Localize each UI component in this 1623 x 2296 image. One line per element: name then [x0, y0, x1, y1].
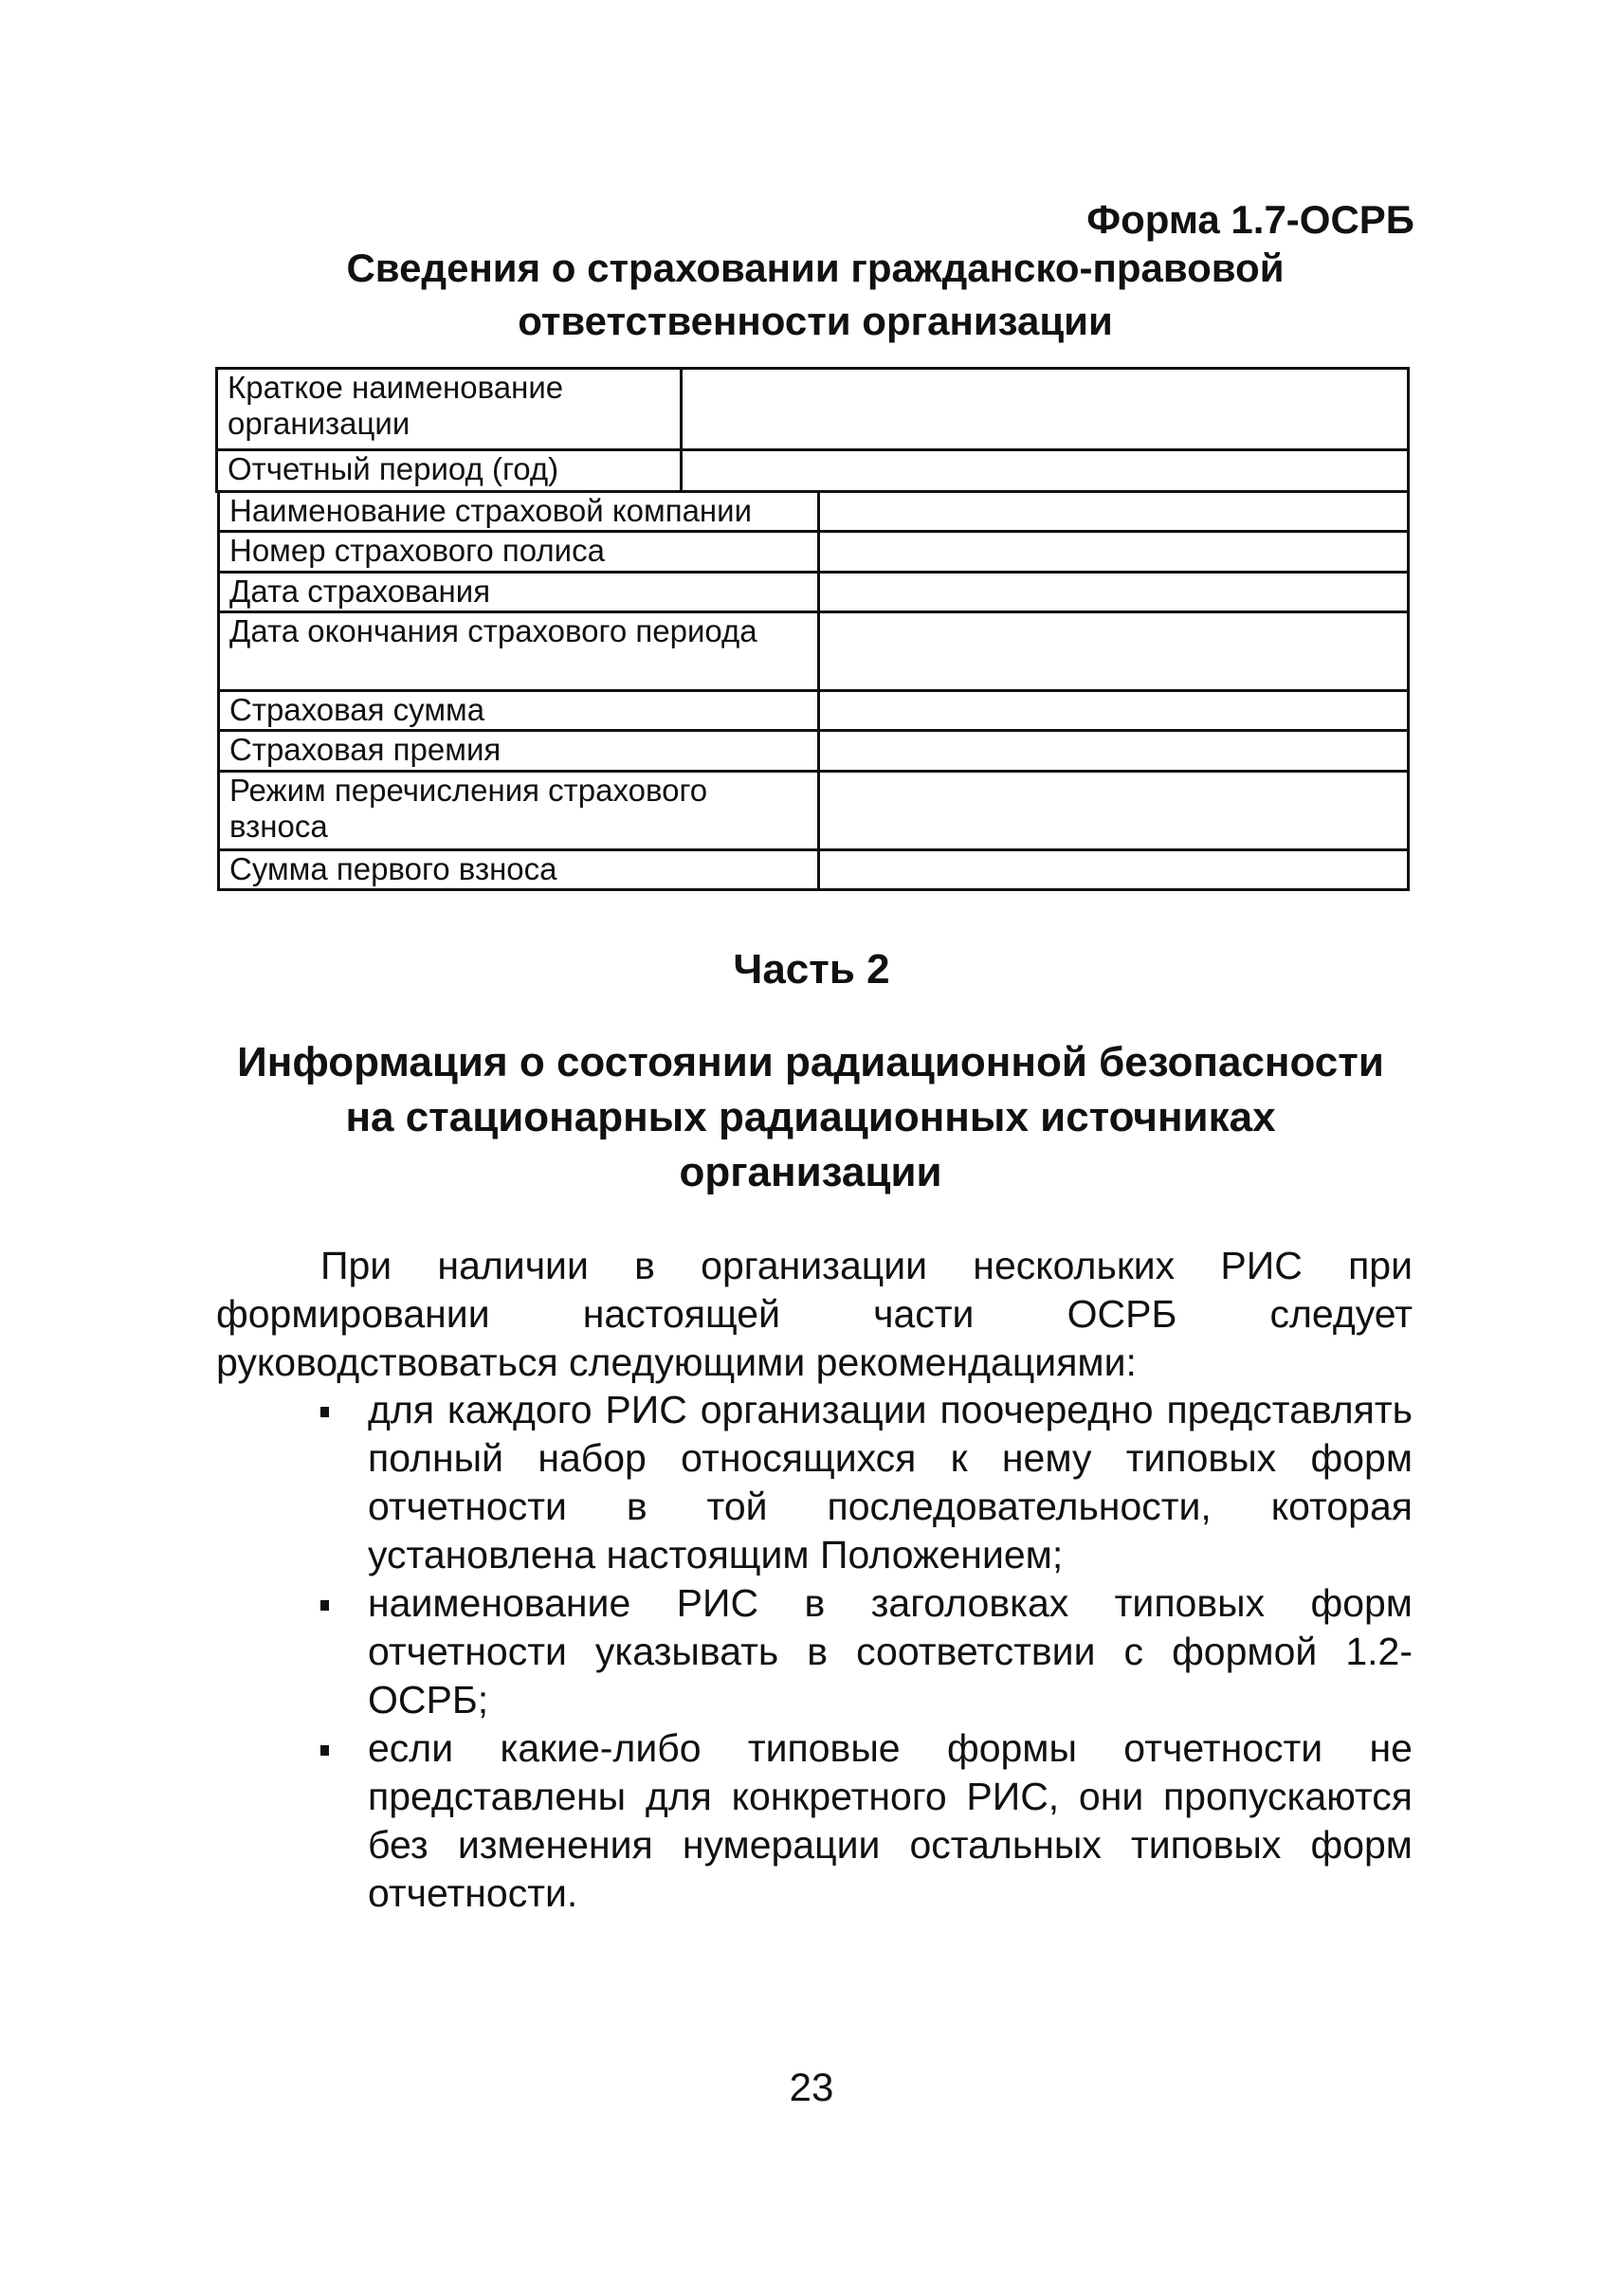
- row-label: Краткое наименование организации: [217, 369, 682, 450]
- row-label: Страховая премия: [219, 731, 819, 771]
- table-row: [219, 612, 1409, 691]
- form-number: Форма 1.7-ОСРБ: [1086, 197, 1414, 242]
- row-label: Наименование страховой компании: [219, 492, 819, 532]
- list-item-text: наименование РИС в заголовках типовых форм отчетности указывать в соответствии с формой 1.2-ОСРБ;: [368, 1581, 1413, 1722]
- row-value-field[interactable]: [819, 849, 1409, 889]
- section-heading-line: на стационарных радиационных источниках: [345, 1094, 1276, 1140]
- bullet-icon: [320, 1407, 329, 1417]
- list-item: [216, 1724, 1413, 1918]
- table-row: [217, 450, 1409, 492]
- page-number: 23: [789, 2065, 834, 2109]
- intro-paragraph: При наличии в организации нескольких РИС при формировании настоящей части ОСРБ следует руководствоваться следующими рекомендациями:: [216, 1244, 1413, 1384]
- row-value-field[interactable]: [819, 532, 1409, 572]
- part-title: Часть 2: [733, 946, 890, 993]
- row-label: Номер страхового полиса: [219, 532, 819, 572]
- table-row: [219, 771, 1409, 849]
- row-label: Сумма первого взноса: [219, 849, 819, 889]
- form-title-line: Сведения о страховании гражданско-правовой: [346, 246, 1285, 290]
- table-row: [217, 369, 1409, 450]
- insurance-table: [217, 490, 1410, 891]
- bullet-icon: [320, 1745, 329, 1756]
- table-row: [219, 532, 1409, 572]
- section-heading-line: Информация о состоянии радиационной безопасности: [237, 1039, 1384, 1085]
- organization-table: [215, 367, 1410, 493]
- row-label: Отчетный период (год): [217, 450, 682, 492]
- list-item-text: для каждого РИС организации поочередно представлять полный набор относящихся к нему типовых форм отчетности в той последовательности, которая установлена настоящим Положением;: [368, 1388, 1413, 1576]
- form-title: [209, 242, 1422, 348]
- table-row: [219, 572, 1409, 611]
- list-item-text: если какие-либо типовые формы отчетности не представлены для конкретного РИС, они пропускаются без изменения нумерации остальных типовых форм отчетности.: [368, 1726, 1413, 1915]
- table-row: [219, 731, 1409, 771]
- row-label: Дата страхования: [219, 572, 819, 611]
- row-value-field[interactable]: [819, 731, 1409, 771]
- row-value-field[interactable]: [819, 612, 1409, 691]
- section-heading: [190, 1035, 1432, 1200]
- row-value-field[interactable]: [819, 690, 1409, 730]
- row-value-field[interactable]: [819, 492, 1409, 532]
- table-row: [219, 492, 1409, 532]
- row-value-field[interactable]: [682, 450, 1409, 492]
- section-heading-line: организации: [679, 1149, 942, 1195]
- row-value-field[interactable]: [819, 771, 1409, 849]
- recommendations-list: [216, 1386, 1413, 1918]
- list-item: [216, 1579, 1413, 1724]
- list-item: [216, 1386, 1413, 1579]
- row-value-field[interactable]: [682, 369, 1409, 450]
- form-title-line: ответственности организации: [518, 299, 1113, 343]
- row-label: Страховая сумма: [219, 690, 819, 730]
- table-row: [219, 690, 1409, 730]
- row-label: Дата окончания страхового периода: [219, 612, 819, 691]
- bullet-icon: [320, 1600, 329, 1611]
- row-value-field[interactable]: [819, 572, 1409, 611]
- row-label: Режим перечисления страхового взноса: [219, 771, 819, 849]
- table-row: [219, 849, 1409, 889]
